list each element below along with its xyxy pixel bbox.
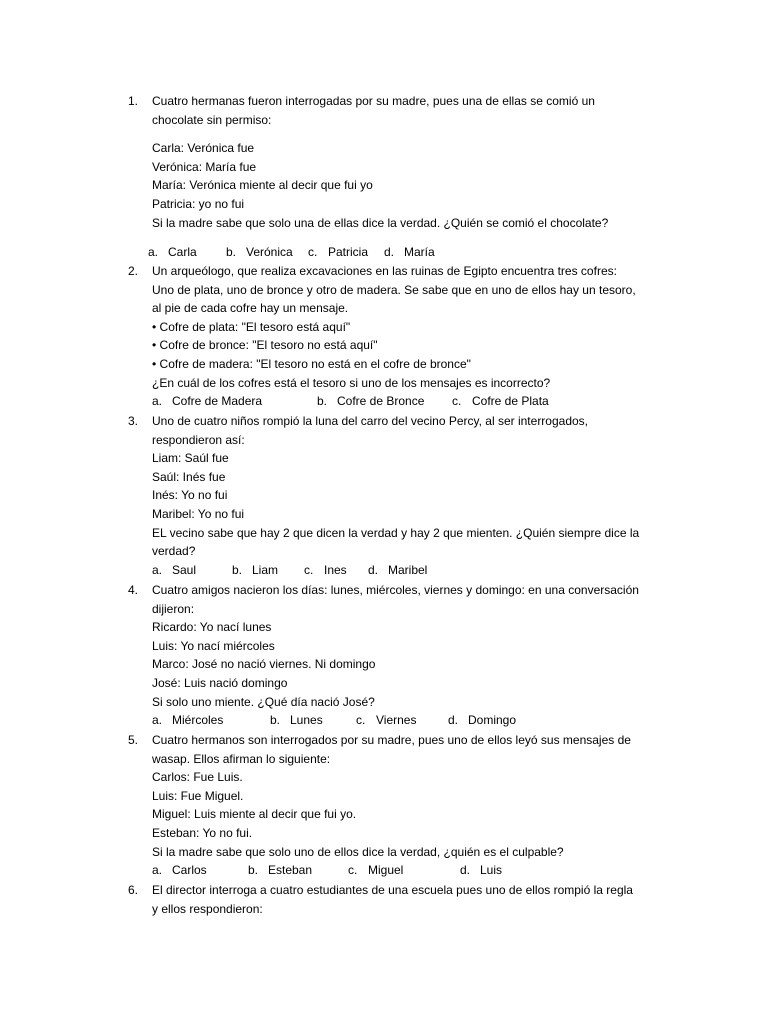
question-text-line: • Cofre de plata: "El tesoro está aquí" [152,319,351,334]
question-2-options [152,392,668,411]
question-text-line: verdad? [152,544,196,559]
question-text-line: y ellos respondieron: [152,901,263,916]
question-text-line: El director interroga a cuatro estudiantes de una escuela pues uno de ellos rompió la regla [152,883,633,897]
question-text-line: • Cofre de bronce: "El tesoro no está aquí" [152,338,378,353]
answer-option-c: c. Cofre de Plata [452,394,549,409]
question-1 [128,92,668,232]
question-text-line: ¿En cuál de los cofres está el tesoro si uno de los mensajes es incorrecto? [152,375,551,390]
statement-line: Verónica: María fue [152,159,257,174]
answer-option-c: c. Viernes [356,713,417,728]
question-number: 5. [128,733,139,747]
answer-option-a: a. Carla [148,245,197,259]
question-4-options [152,711,668,730]
answer-option-d: d. María [384,245,435,259]
question-text-line: Luis: Yo nací miércoles [152,638,275,653]
question-5-options [152,861,668,880]
question-text-line: dijieron: [152,601,195,616]
question-text-line: Cuatro amigos nacieron los días: lunes, miércoles, viernes y domingo: en una conversación [152,583,639,597]
answer-option-c: c. Miguel [348,863,404,878]
answer-option-d: d. Luis [460,863,503,878]
question-number: 1. [128,94,139,108]
question-text-line: Un arqueólogo, que realiza excavaciones en las ruinas de Egipto encuentra tres cofres: [152,264,617,278]
answer-option-b: b. Cofre de Bronce [317,394,425,409]
answer-option-b: b. Lunes [270,713,323,728]
question-text-line: Ricardo: Yo nací lunes [152,620,272,635]
question-4 [128,581,668,730]
statement-line: Si la madre sabe que solo una de ellas dice la verdad. ¿Quién se comió el chocolate? [152,215,609,230]
question-number: 6. [128,883,139,897]
question-text-line: Cuatro hermanos son interrogados por su madre, pues uno de ellos leyó sus mensajes de [152,733,631,747]
answer-option-a: a. Miércoles [152,713,224,728]
question-number: 2. [128,264,139,278]
question-text-line: José: Luis nació domingo [152,675,288,690]
question-text-line: Si la madre sabe que solo uno de ellos dice la verdad, ¿quién es el culpable? [152,844,564,859]
question-text-line: Maribel: Yo no fui [152,506,245,521]
question-text-line: Cuatro hermanas fueron interrogadas por su madre, pues una de ellas se comió un [152,94,595,108]
answer-option-b: b. Esteban [248,863,313,878]
answer-option-b: b. Liam [232,562,279,577]
question-text-line: Inés: Yo no fui [152,488,228,503]
answer-option-b: b. Verónica [226,245,293,259]
question-text-line: respondieron así: [152,432,245,447]
statement-line: María: Verónica miente al decir que fui yo [152,178,373,193]
answer-option-c: c. Ines [304,562,347,577]
answer-option-d: d. Domingo [448,713,517,728]
question-text-line: EL vecino sabe que hay 2 que dicen la verdad y hay 2 que mienten. ¿Quién siempre dice la [152,525,640,540]
question-text-line: Si solo uno miente. ¿Qué día nació José? [152,694,375,709]
answer-option-c: c. Patricia [308,245,369,259]
question-number: 3. [128,414,139,428]
question-text-line: Marco: José no nació viernes. Ni domingo [152,657,376,672]
question-3 [128,412,668,579]
question-text-line: Esteban: Yo no fui. [152,825,253,840]
question-text-line: • Cofre de madera: "El tesoro no está en el cofre de bronce" [152,356,471,371]
question-text-line: chocolate sin permiso: [152,112,272,127]
question-text-line: wasap. Ellos afirman lo siguiente: [152,751,331,766]
question-number: 4. [128,583,139,597]
question-text-line: Uno de cuatro niños rompió la luna del carro del vecino Percy, al ser interrogados, [152,414,589,428]
question-text-line: Saúl: Inés fue [152,469,226,484]
question-text-line: Carlos: Fue Luis. [152,770,243,785]
question-2 [128,262,668,411]
question-text-line: al pie de cada cofre hay un mensaje. [152,301,349,316]
answer-option-d: d. Maribel [368,562,428,577]
question-text-line: Uno de plata, uno de bronce y otro de madera. Se sabe que en uno de ellos hay un tesoro, [152,282,636,297]
question-text-line: Miguel: Luis miente al decir que fui yo. [152,807,357,822]
question-3-options [152,561,668,580]
answer-option-a: a. Saul [152,562,197,577]
question-text-line: Liam: Saúl fue [152,451,229,466]
answer-option-a: a. Cofre de Madera [152,394,263,409]
question-6 [128,881,668,918]
question-1-options [148,243,688,262]
statement-line: Carla: Verónica fue [152,141,255,156]
answer-option-a: a. Carlos [152,863,207,878]
question-5 [128,731,668,880]
question-text-line: Luis: Fue Miguel. [152,788,244,803]
statement-line: Patricia: yo no fui [152,196,245,211]
